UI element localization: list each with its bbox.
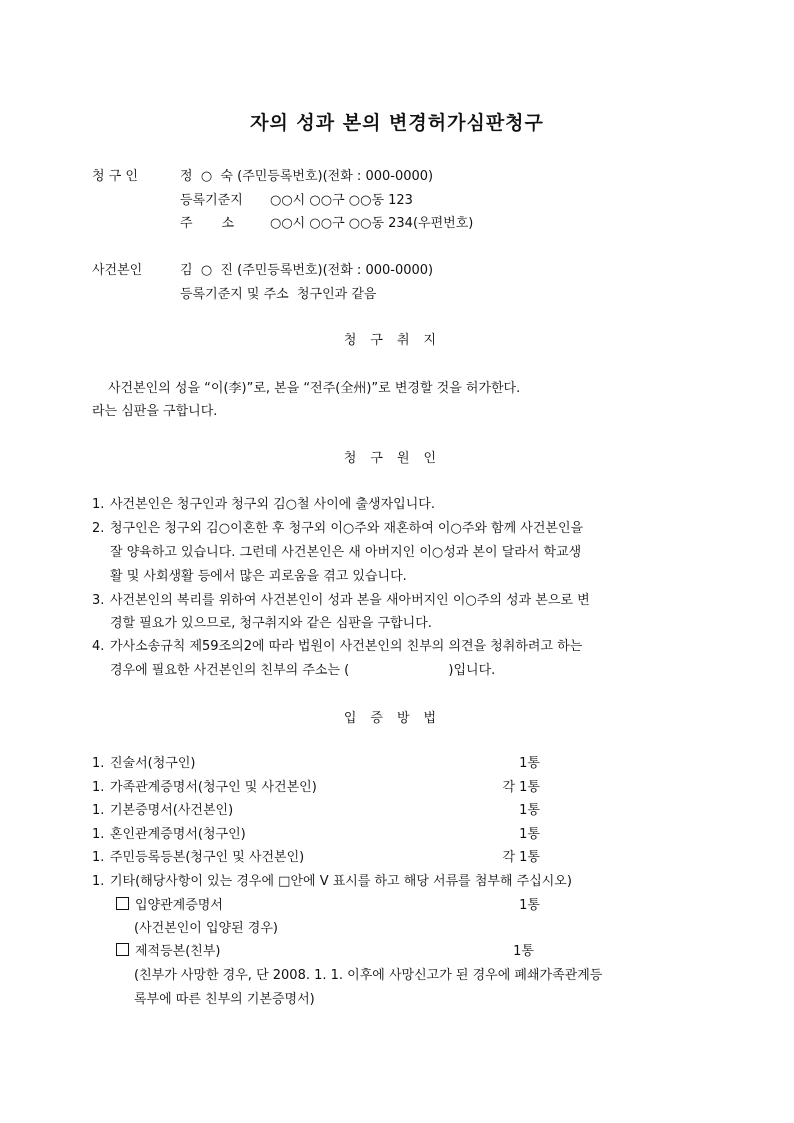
evidence-item-2-name: 가족관계증명서(청구인 및 사건본인) xyxy=(110,780,317,795)
document-title: 자의 성과 본의 변경허가심판청구 xyxy=(250,112,544,134)
subject-name-line: 김 ○ 진 (주민등록번호)(전화 : 000-0000) xyxy=(180,263,434,278)
checkbox-icon xyxy=(116,943,129,956)
cause-item-2-line-1: 청구인은 청구외 김○이혼한 후 청구외 이○주와 재혼하여 이○주와 함께 사건본인을 xyxy=(110,521,584,536)
evidence-item-5-qty: 각 1통 xyxy=(502,850,540,865)
claimant-address-label: 주 소 xyxy=(180,216,235,231)
checkbox-icon xyxy=(116,897,129,910)
purpose-line-2: 라는 심판을 구합니다. xyxy=(92,404,218,419)
purpose-line-1: 사건본인의 성을 “이(李)”로, 본을 “전주(全州)”로 변경할 것을 허가한다. xyxy=(108,381,521,396)
claimant-name-line: 정 ○ 숙 (주민등록번호)(전화 : 000-0000) xyxy=(180,169,434,184)
evidence-item-5-number: 1. xyxy=(92,850,105,865)
evidence-item-4-qty: 1통 xyxy=(519,827,540,842)
evidence-item-4-name: 혼인관계증명서(청구인) xyxy=(110,827,246,842)
claimant-registry-value: ○○시 ○○구 ○○동 123 xyxy=(270,193,413,208)
evidence-item-2-number: 1. xyxy=(92,780,105,795)
evidence-item-1-qty: 1통 xyxy=(519,756,540,771)
subject-registry-line: 등록기준지 및 주소 청구인과 같음 xyxy=(180,287,377,302)
evidence-option-2-note-1: (친부가 사망한 경우, 단 2008. 1. 1. 이후에 사망신고가 된 경우에 폐쇄가족관계등 xyxy=(134,968,603,983)
cause-item-2-line-2: 잘 양육하고 있습니다. 그런데 사건본인은 새 아버지인 이○성과 본이 달라서 학교생 xyxy=(110,545,582,560)
evidence-item-2-qty: 각 1통 xyxy=(502,780,540,795)
cause-item-3-line-1: 사건본인의 복리를 위하여 사건본인이 성과 본을 새아버지인 이○주의 성과 본으로 변 xyxy=(110,593,590,608)
evidence-item-3-number: 1. xyxy=(92,803,105,818)
purpose-heading: 청구취지 xyxy=(343,333,451,348)
evidence-item-1-name: 진술서(청구인) xyxy=(110,756,196,771)
evidence-option-1 xyxy=(116,897,223,915)
evidence-option-2 xyxy=(116,943,221,961)
evidence-other-number: 1. xyxy=(92,874,105,889)
claimant-address-value: ○○시 ○○구 ○○동 234(우편번호) xyxy=(270,216,474,231)
cause-item-1-number: 1. xyxy=(92,497,105,512)
cause-item-3-number: 3. xyxy=(92,593,105,608)
cause-item-3-line-2: 경할 필요가 있으므로, 청구취지와 같은 심판을 구합니다. xyxy=(110,616,432,631)
evidence-item-3-qty: 1통 xyxy=(519,803,540,818)
evidence-option-1-qty: 1통 xyxy=(519,898,540,913)
cause-item-4-number: 4. xyxy=(92,639,105,654)
cause-item-4-line-2: 경우에 필요한 사건본인의 친부의 주소는 ( )입니다. xyxy=(110,663,496,678)
cause-item-4-line-1: 가사소송규칙 제59조의2에 따라 법원이 사건본인의 친부의 의견을 청취하려고 하는 xyxy=(110,639,583,654)
evidence-option-2-note-2: 록부에 따른 친부의 기본증명서) xyxy=(134,992,315,1007)
evidence-item-3-name: 기본증명서(사건본인) xyxy=(110,803,234,818)
evidence-option-2-name: 제적등본(친부) xyxy=(135,944,221,959)
claimant-registry-label: 등록기준지 xyxy=(180,193,243,208)
claimant-label: 청 구 인 xyxy=(92,169,138,184)
evidence-heading: 입증방법 xyxy=(343,711,451,726)
evidence-option-1-note: (사건본인이 입양된 경우) xyxy=(134,921,278,936)
evidence-item-4-number: 1. xyxy=(92,827,105,842)
cause-item-2-number: 2. xyxy=(92,521,105,536)
cause-item-2-line-3: 활 및 사회생활 등에서 많은 괴로움을 겪고 있습니다. xyxy=(110,569,407,584)
evidence-other-text: 기타(해당사항이 있는 경우에 □안에 V 표시를 하고 해당 서류를 첨부해 주십시오) xyxy=(110,874,572,889)
evidence-item-5-name: 주민등록등본(청구인 및 사건본인) xyxy=(110,850,305,865)
subject-label: 사건본인 xyxy=(92,263,143,278)
evidence-option-1-name: 입양관계증명서 xyxy=(135,898,223,913)
evidence-option-2-qty: 1통 xyxy=(513,944,534,959)
cause-item-1-line-1: 사건본인은 청구인과 청구외 김○철 사이에 출생자입니다. xyxy=(110,497,435,512)
evidence-item-1-number: 1. xyxy=(92,756,105,771)
cause-heading: 청구원인 xyxy=(343,451,451,466)
